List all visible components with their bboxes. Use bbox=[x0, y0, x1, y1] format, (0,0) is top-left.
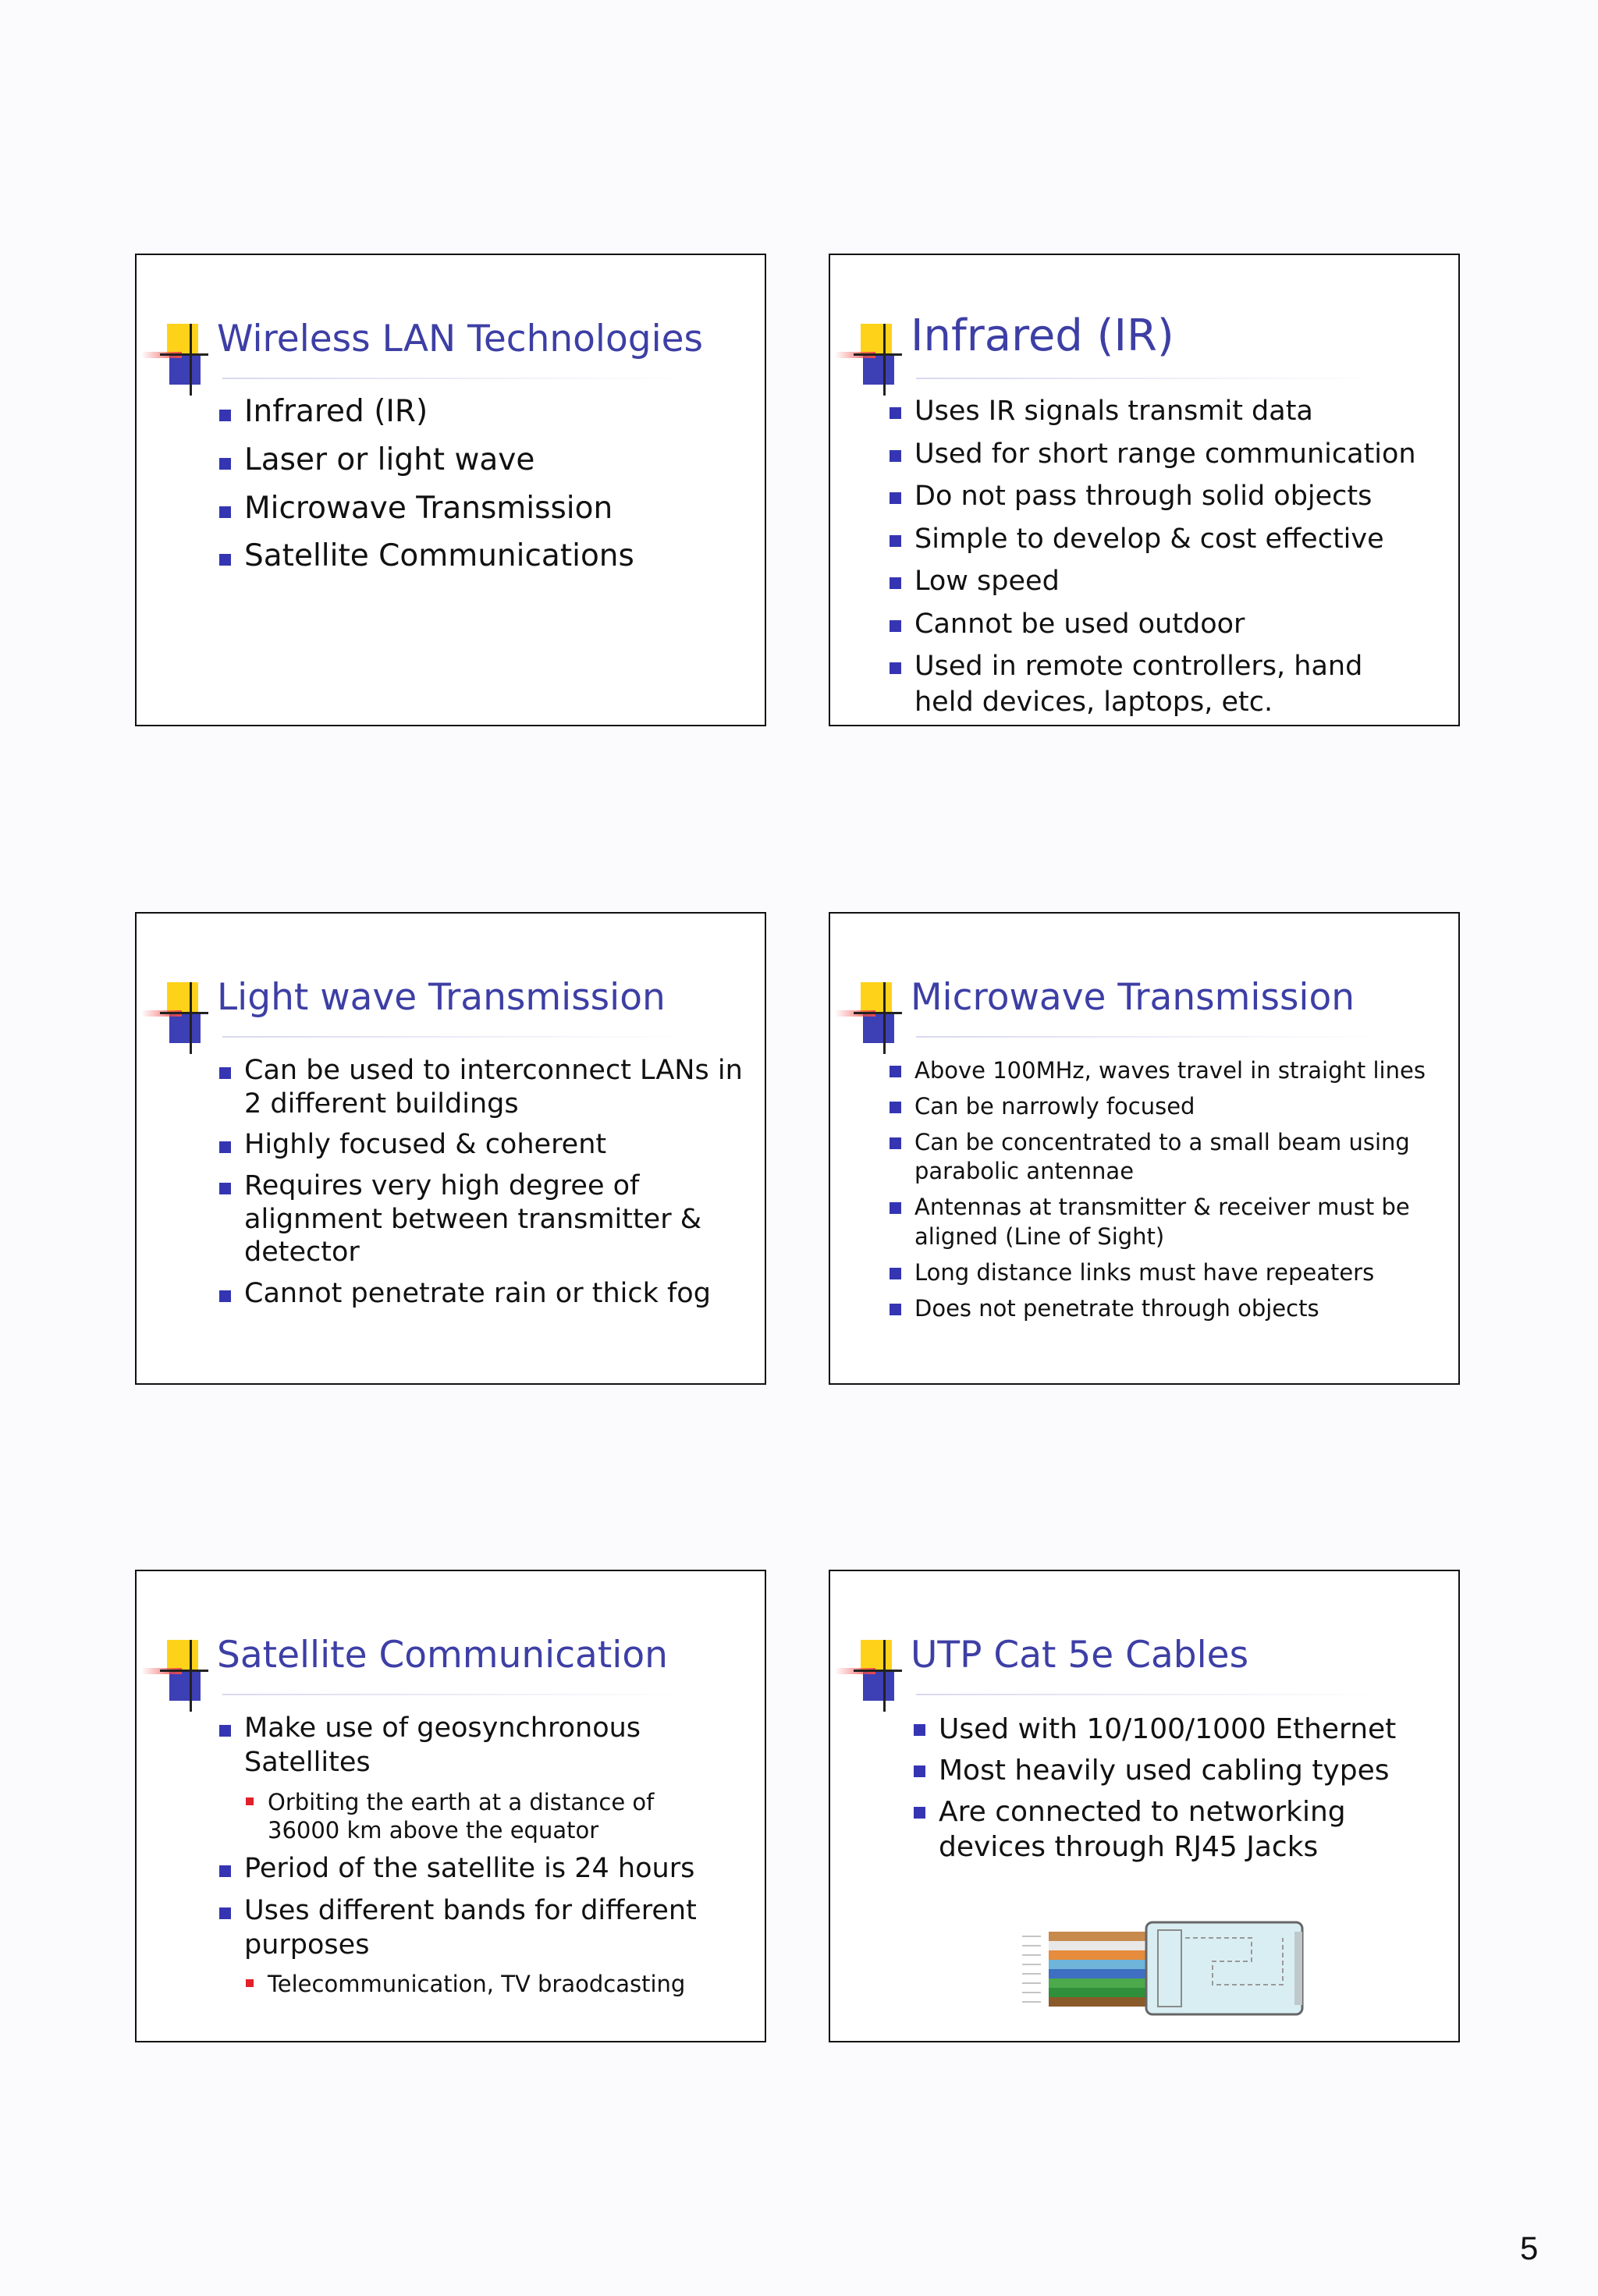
bullet-list bbox=[219, 1054, 750, 1318]
slide-satellite-communication bbox=[135, 1570, 766, 2042]
bullet-list bbox=[914, 1712, 1452, 1871]
slide-title-decoration bbox=[141, 982, 211, 1051]
bullet-list bbox=[219, 1712, 750, 2007]
slide-infrared bbox=[829, 254, 1460, 726]
bullet-item: Does not penetrate through objects bbox=[890, 1294, 1451, 1323]
bullet-item: Most heavily used cabling types bbox=[914, 1753, 1452, 1788]
bullet-item: Requires very high degree of alignment between transmitter & detector bbox=[219, 1169, 750, 1269]
slide-title: Light wave Transmission bbox=[217, 976, 666, 1019]
bullet-item: Used with 10/100/1000 Ethernet bbox=[914, 1712, 1452, 1747]
bullet-item: Used for short range communication bbox=[890, 437, 1451, 473]
sub-bullet-item: Orbiting the earth at a distance of 36000 km above the equator bbox=[219, 1788, 705, 1845]
title-underline bbox=[222, 1694, 691, 1695]
page-number: 5 bbox=[1520, 2230, 1539, 2266]
title-underline bbox=[222, 378, 691, 379]
bullet-item: Uses IR signals transmit data bbox=[890, 394, 1451, 430]
sub-bullet-item: Telecommunication, TV braodcasting bbox=[219, 1970, 750, 1998]
bullet-item: Do not pass through solid objects bbox=[890, 479, 1451, 515]
bullet-item: Above 100MHz, waves travel in straight lines bbox=[890, 1056, 1451, 1085]
bullet-list bbox=[219, 394, 634, 587]
slide-title-decoration bbox=[141, 324, 211, 392]
bullet-item: Make use of geosynchronous Satellites bbox=[219, 1712, 750, 1780]
bullet-list bbox=[890, 394, 1451, 727]
slide-light-wave-transmission bbox=[135, 912, 766, 1385]
title-underline bbox=[916, 1694, 1384, 1695]
slide-title: Microwave Transmission bbox=[911, 976, 1355, 1019]
slide-wireless-lan-technologies bbox=[135, 254, 766, 726]
slide-title: Wireless LAN Technologies bbox=[217, 318, 704, 360]
title-underline bbox=[222, 1036, 691, 1038]
bullet-item: Used in remote controllers, hand held devices, laptops, etc. bbox=[890, 649, 1414, 720]
bullet-item: Can be narrowly focused bbox=[890, 1092, 1451, 1121]
bullet-item: Are connected to networking devices through RJ45 Jacks bbox=[914, 1794, 1438, 1865]
bullet-item: Can be used to interconnect LANs in 2 different buildings bbox=[219, 1054, 750, 1120]
slide-utp-cat5e-cables bbox=[829, 1570, 1460, 2042]
rj45-cable-image bbox=[1017, 1915, 1314, 2024]
bullet-list bbox=[890, 1056, 1451, 1330]
bullet-item: Microwave Transmission bbox=[219, 491, 634, 527]
bullet-item: Can be concentrated to a small beam using parabolic antennae bbox=[890, 1128, 1414, 1186]
slide-title-decoration bbox=[141, 1640, 211, 1709]
bullet-item: Low speed bbox=[890, 564, 1451, 600]
bullet-item: Uses different bands for different purposes bbox=[219, 1894, 705, 1963]
title-underline bbox=[916, 378, 1384, 379]
bullet-item: Simple to develop & cost effective bbox=[890, 522, 1451, 558]
slide-title-decoration bbox=[835, 982, 905, 1051]
bullet-item: Cannot be used outdoor bbox=[890, 607, 1451, 643]
slide-title: Infrared (IR) bbox=[911, 311, 1174, 361]
title-underline bbox=[916, 1036, 1384, 1038]
bullet-item: Long distance links must have repeaters bbox=[890, 1258, 1451, 1287]
slide-title-decoration bbox=[835, 324, 905, 392]
slide-title: Satellite Communication bbox=[217, 1634, 668, 1677]
bullet-item: Cannot penetrate rain or thick fog bbox=[219, 1277, 750, 1311]
slide-microwave-transmission bbox=[829, 912, 1460, 1385]
bullet-item: Satellite Communications bbox=[219, 538, 634, 575]
bullet-item: Period of the satellite is 24 hours bbox=[219, 1852, 750, 1886]
bullet-item: Antennas at transmitter & receiver must be aligned (Line of Sight) bbox=[890, 1193, 1414, 1251]
slide-title-decoration bbox=[835, 1640, 905, 1709]
slide-title: UTP Cat 5e Cables bbox=[911, 1634, 1249, 1677]
bullet-item: Laser or light wave bbox=[219, 442, 634, 479]
bullet-item: Highly focused & coherent bbox=[219, 1128, 750, 1162]
bullet-item: Infrared (IR) bbox=[219, 394, 634, 431]
